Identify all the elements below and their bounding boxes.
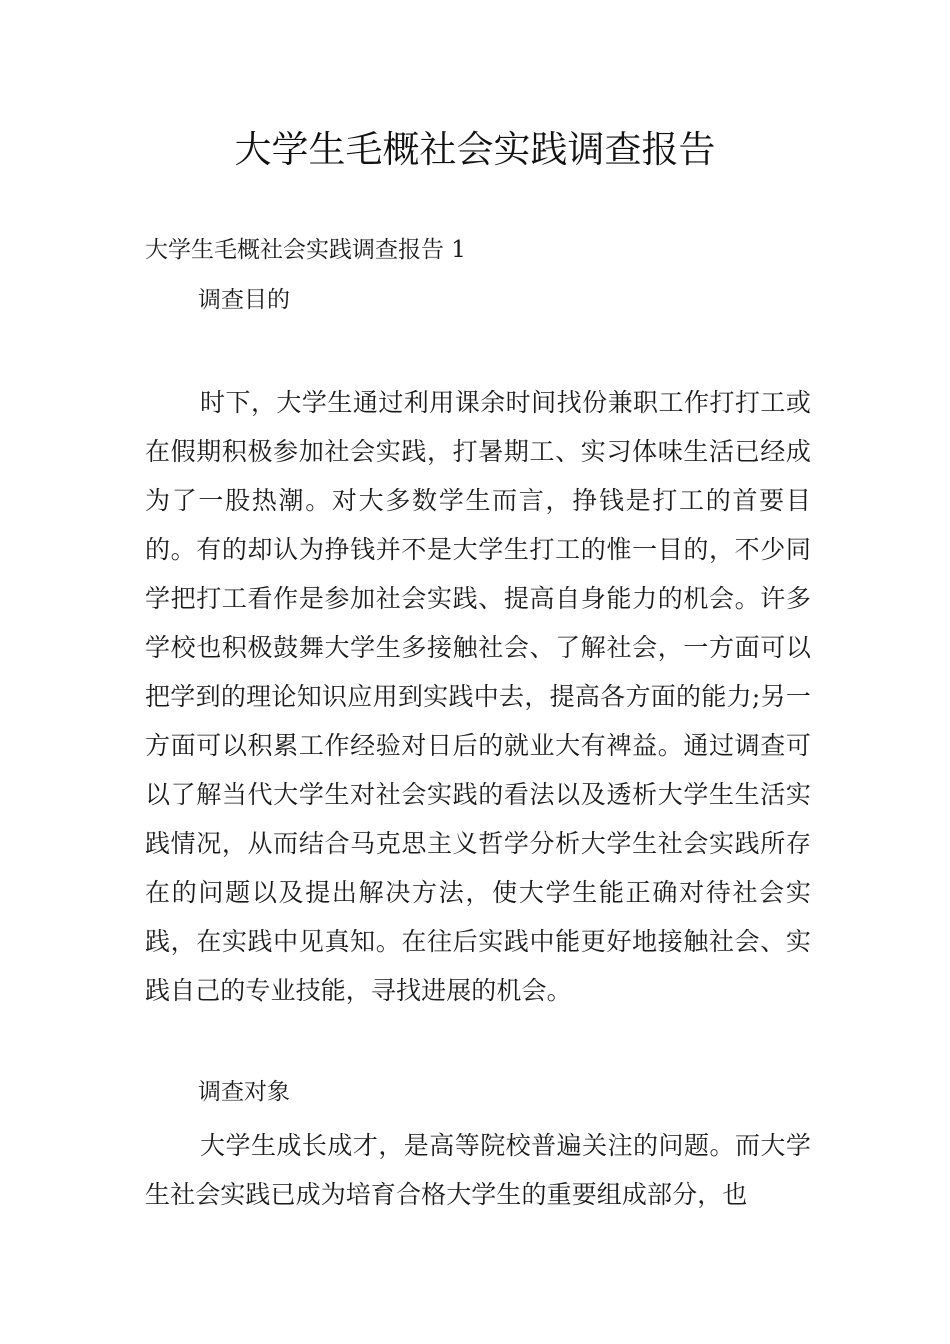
paragraph-subject: 大学生成长成才，是高等院校普遍关注的问题。而大学生社会实践已成为培育合格大学生的重要组成部分，也 bbox=[145, 1131, 811, 1209]
document-title: 大学生毛概社会实践调查报告 bbox=[234, 128, 716, 171]
paragraph-purpose: 时下，大学生通过利用课余时间找份兼职工作打打工或在假期积极参加社会实践，打暑期工、实习体味生活已经成为了一股热潮。对大多数学生而言，挣钱是打工的首要目的。有的却认为挣钱并不是大学生打工的惟一目的，不少同学把打工看作是参加社会实践、提高自身能力的机会。许多学校也积极鼓舞大学生多接触社会、了解社会，一方面可以把学到的理论知识应用到实践中去，提高各方面的能力;另一方面可以积累工作经验对日后的就业大有裨益。通过调查可以了解当代大学生对社会实践的看法以及透析大学生生活实践情况，从而结合马克思主义哲学分析大学生社会实践所存在的问题以及提出解决方法，使大学生能正确对待社会实践，在实践中见真知。在往后实践中能更好地接触社会、实践自己的专业技能，寻找进展的机会。 bbox=[145, 388, 811, 1005]
section-title: 大学生毛概社会实践调查报告 1 bbox=[145, 237, 466, 263]
heading-subject: 调查对象 bbox=[198, 1079, 290, 1105]
heading-purpose: 调查目的 bbox=[198, 287, 290, 313]
